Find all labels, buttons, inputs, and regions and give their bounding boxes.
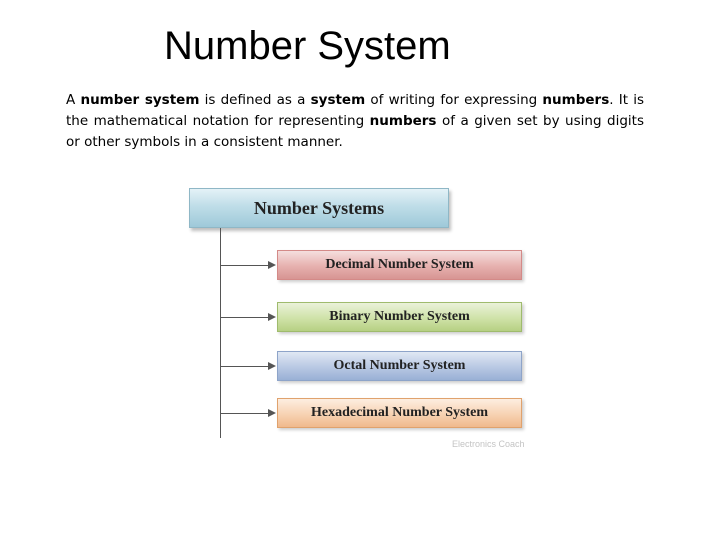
intro-bold-4: numbers [369,113,437,129]
octal-system-box: Octal Number System [277,351,522,381]
arrow-icon [268,313,276,321]
branch-line-hexadecimal [221,413,271,414]
intro-text-4: . It is the mathematical notation for representing [66,92,644,129]
arrow-icon [268,261,276,269]
arrow-icon [268,362,276,370]
intro-bold-3: numbers [542,92,610,108]
binary-system-box: Binary Number System [277,302,522,332]
branch-line-octal [221,366,271,367]
diagram-trunk-line [220,228,221,438]
intro-text-3: of writing for expressing [365,92,543,108]
intro-text-5: of a given set by using digits or other symbols in a consistent manner. [66,113,644,150]
arrow-icon [268,409,276,417]
intro-text-2: is defined as a [199,92,311,108]
hexadecimal-system-box: Hexadecimal Number System [277,398,522,428]
intro-bold-1: number system [80,92,200,108]
intro-bold-2: system [310,92,366,108]
intro-text-1: A [66,92,81,108]
diagram-root-box: Number Systems [189,188,449,228]
watermark-text: Electronics Coach [452,439,525,449]
branch-line-decimal [221,265,271,266]
decimal-system-box: Decimal Number System [277,250,522,280]
branch-line-binary [221,317,271,318]
page-title: Number System [164,24,451,68]
